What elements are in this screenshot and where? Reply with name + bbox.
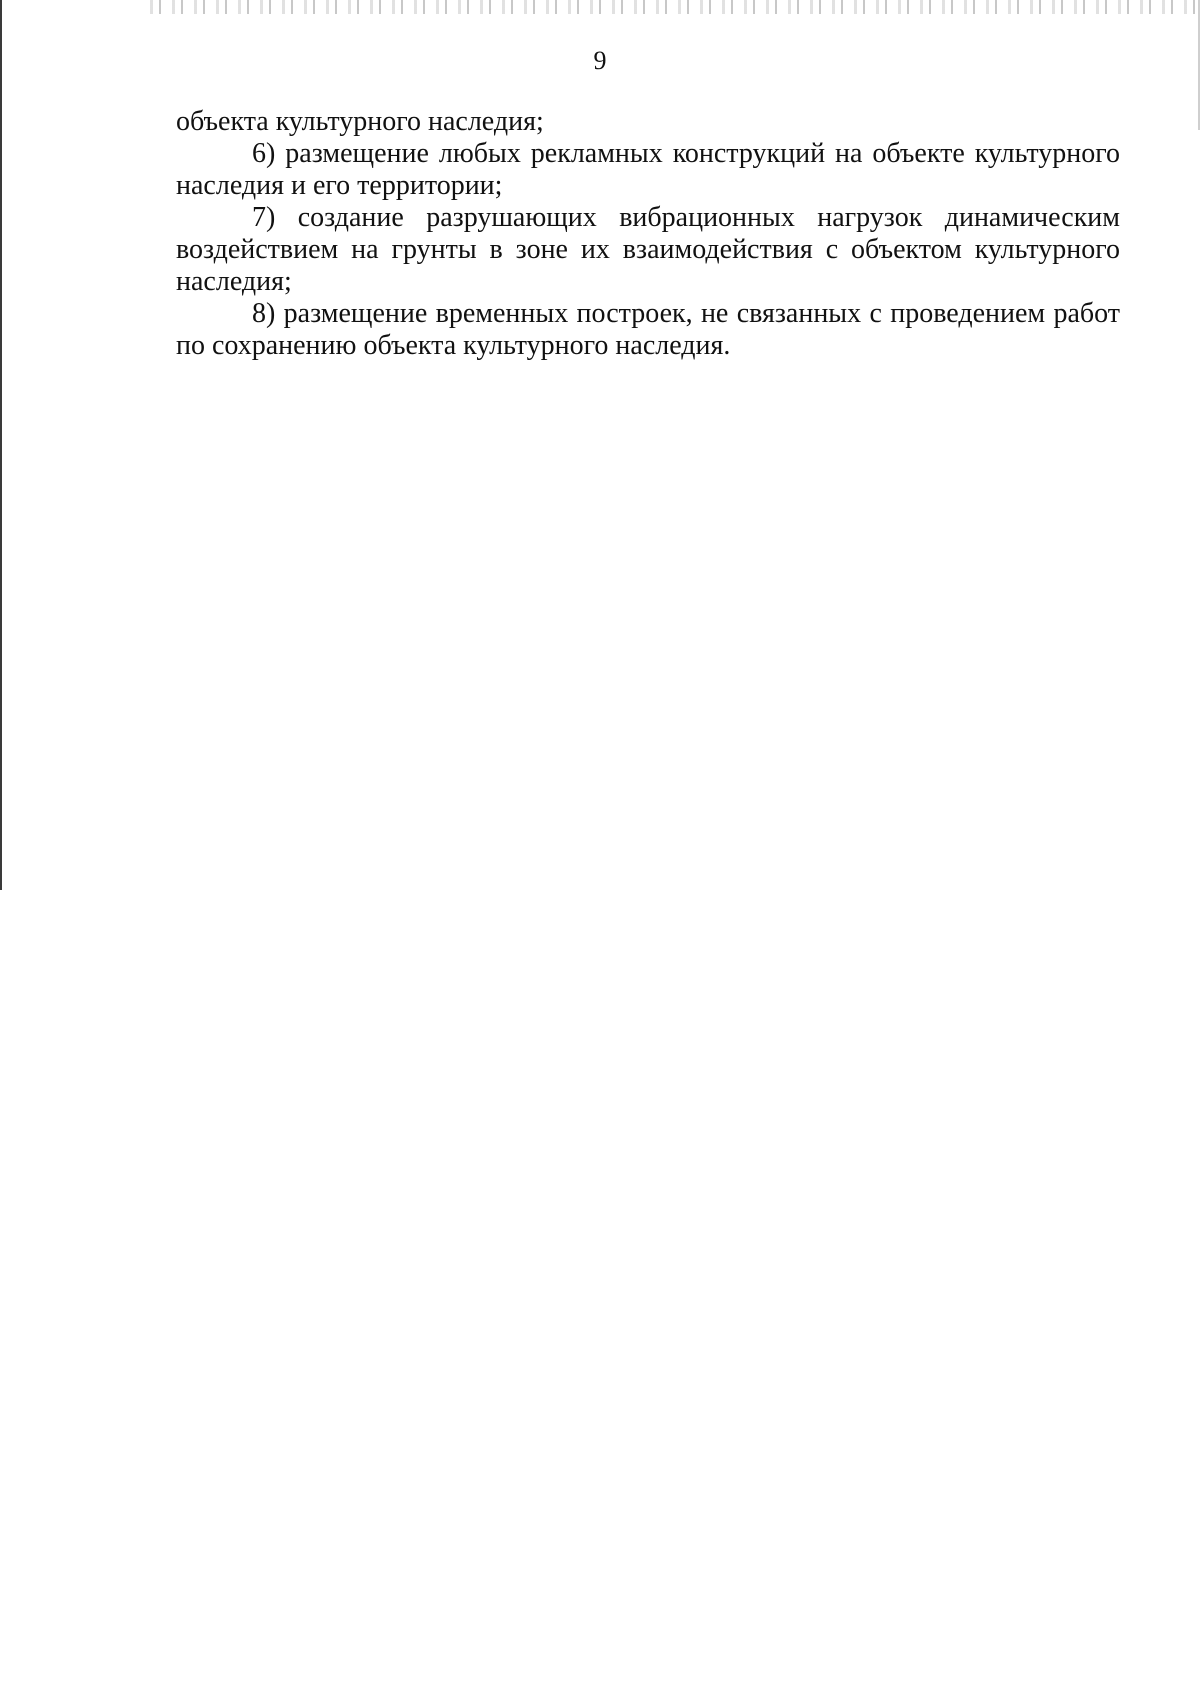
list-item-8: 8) размещение временных построек, не связанных с проведением работ по сохранению объекта культурного наследия. — [176, 298, 1120, 361]
scan-artifact-top — [150, 0, 1200, 14]
page-number: 9 — [593, 46, 607, 75]
scan-artifact-left — [0, 0, 2, 890]
list-item-6: 6) размещение любых рекламных конструкций на объекте культурного наследия и его территории; — [176, 138, 1120, 201]
paragraph-continuation: объекта культурного наследия; — [176, 106, 544, 137]
document-body — [176, 106, 1120, 362]
list-item-7: 7) создание разрушающих вибрационных нагрузок динамическим воздействием на грунты в зоне их взаимодействия с объектом культурного наследия; — [176, 202, 1120, 297]
